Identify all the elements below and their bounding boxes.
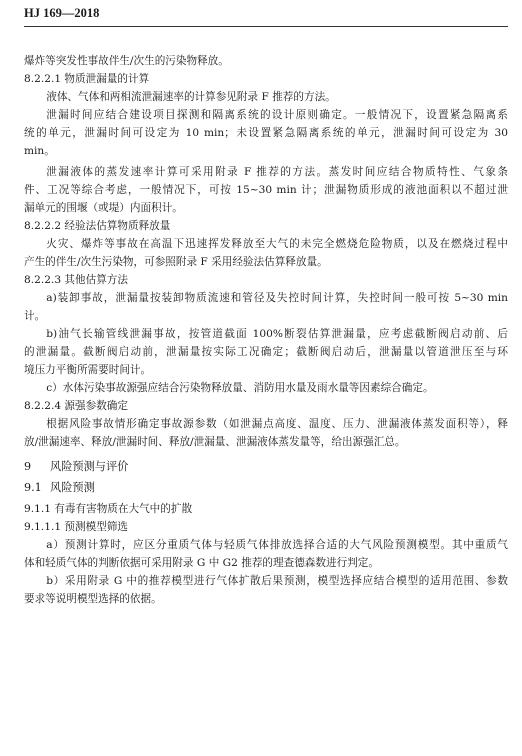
list-item-b: b)油气长输管线泄漏事故，按管道截面 100%断裂估算泄漏量，应考虑截断阀启动前、后 [46,328,508,340]
list-item-b: b）采用附录 G 中的推荐模型进行气体扩散后果预测，模型选择应结合模型的适用范围、参数 [46,575,508,587]
document-code: HJ 169—2018 [24,6,100,20]
body-line: 泄漏液体的蒸发速率计算可采用附录 F 推荐的方法。蒸发时间应结合物质特性、气象条 [46,166,508,178]
section-heading-8-2-2-1: 8.2.2.1 物质泄漏量的计算 [24,73,150,85]
body-line: 产生的伴生/次生污染物，可参照附录 F 采用经验法估算释放量。 [24,256,328,268]
body-line: 泄漏时间应结合建设项目探测和隔离系统的设计原则确定。一般情况下，设置紧急隔离系 [46,109,508,121]
body-line: 统的单元，泄漏时间可设定为 10 min；未设置紧急隔离系统的单元，泄漏时间可设定为 30 [24,127,508,139]
body-line: 计。 [24,310,46,322]
body-line: 件、工况等综合考虑，一般情况下，可按 15~30 min 计；泄漏物质形成的液池面积以不超过泄 [24,184,508,196]
chapter-number: 9 [24,460,32,473]
body-line: 要求等说明模型选择的依据。 [24,593,162,605]
body-line: 爆炸等突发性事故伴生/次生的污染物释放。 [24,55,229,67]
body-line: 根据风险事故情形确定事故源参数（如泄漏点高度、温度、压力、泄漏液体蒸发面积等），释 [46,418,508,430]
header-rule [24,26,508,27]
body-line: 的泄漏量。截断阀启动前，泄漏量按实际工况确定；截断阀启动后，泄漏量以管道泄压至与环 [24,346,508,358]
body-line: 境压力平衡所需要时间计。 [24,364,152,376]
list-item-a: a)装卸事故，泄漏量按装卸物质流速和管径及失控时间计算，失控时间一般可按 5~30 min [46,292,508,304]
section-number: 9.1 [24,481,42,494]
document-body [24,52,508,608]
list-item-c: c）水体污染事故源强应结合污染物释放量、消防用水量及雨水量等因素综合确定。 [46,382,434,394]
chapter-title: 风险预测与评价 [50,460,129,473]
body-line: 放/泄漏速率、释放/泄漏时间、释放/泄漏量、泄漏液体蒸发量等，给出源强汇总。 [24,436,406,448]
section-heading-8-2-2-2: 8.2.2.2 经验法估算物质释放量 [24,220,171,232]
body-line: min。 [24,145,55,157]
list-item-a: a）预测计算时，应区分重质气体与轻质气体排放选择合适的大气风险预测模型。其中重质气 [46,539,508,551]
section-heading-9-1 [24,479,508,497]
body-line: 体和轻质气体的判断依据可采用附录 G 中 G2 推荐的理查德森数进行判定。 [24,557,379,569]
section-heading-9-1-1-1: 9.1.1.1 预测模型筛选 [24,521,128,533]
section-heading-8-2-2-3: 8.2.2.3 其他估算方法 [24,274,128,286]
section-heading-9-1-1: 9.1.1 有毒有害物质在大气中的扩散 [24,503,193,515]
section-heading-8-2-2-4: 8.2.2.4 源强参数确定 [24,400,128,412]
body-line: 火灾、爆炸等事故在高温下迅速挥发释放至大气的未完全燃烧危险物质，以及在燃烧过程中 [46,238,508,250]
body-line: 漏单元的围堰（或堤）内面积计。 [24,202,183,214]
chapter-heading-9 [24,458,508,476]
section-title: 风险预测 [50,481,95,494]
body-line: 液体、气体和两相流泄漏速率的计算参见附录 F 推荐的方法。 [46,91,336,103]
